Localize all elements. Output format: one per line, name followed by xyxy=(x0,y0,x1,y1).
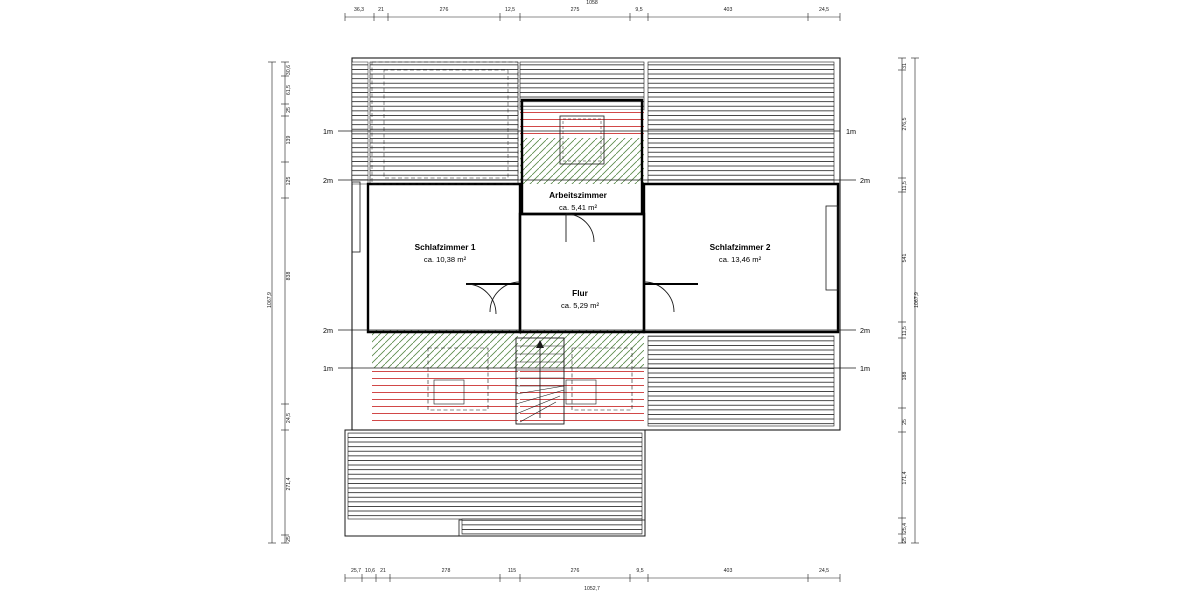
room-area-arbeitszimmer: ca. 5,41 m² xyxy=(559,203,597,212)
dim-top-7: 403 xyxy=(723,7,733,13)
dimension-chain-left xyxy=(267,62,292,543)
height-label-right-1m-bottom: 1m xyxy=(860,364,870,373)
room-name-schlafzimmer-1: Schlafzimmer 1 xyxy=(414,242,476,252)
dim-left-8: 271,4 xyxy=(286,477,292,491)
dim-top-8: 24,5 xyxy=(818,7,830,13)
dim-bottom-5: 115 xyxy=(507,568,517,574)
dim-right-6: 188 xyxy=(902,371,908,381)
dim-right-1: 31 xyxy=(902,63,908,69)
height-label-right-2m-top: 2m xyxy=(860,176,870,185)
height-label-left-1m-bottom: 1m xyxy=(323,364,333,373)
dim-right-3: 11,5 xyxy=(902,181,908,191)
dimension-chain-bottom xyxy=(345,568,840,592)
dim-right-4: 541 xyxy=(902,253,908,263)
dim-right-total: 1067,9 xyxy=(914,292,920,308)
height-label-left-2m-bottom: 2m xyxy=(323,326,333,335)
dim-left-1: 30,6 xyxy=(286,64,292,76)
dim-left-3: 25 xyxy=(286,107,292,113)
dim-left-2: 61,5 xyxy=(286,84,292,96)
dim-bottom-7: 9,5 xyxy=(636,568,644,574)
dim-bottom-8: 403 xyxy=(723,568,733,574)
dim-bottom-9: 24,5 xyxy=(818,568,830,574)
room-area-schlafzimmer-1: ca. 10,38 m² xyxy=(423,255,467,264)
dimension-chain-top xyxy=(345,0,840,21)
dim-top-6: 9,5 xyxy=(635,7,643,13)
height-label-right-2m-bottom: 2m xyxy=(860,326,870,335)
room-name-schlafzimmer-2: Schlafzimmer 2 xyxy=(709,242,771,252)
dim-bottom-2: 10,6 xyxy=(364,568,376,574)
dim-bottom-4: 278 xyxy=(441,568,451,574)
room-labels xyxy=(415,190,771,310)
height-label-right-1m-top: 1m xyxy=(846,127,856,136)
dim-top-3: 276 xyxy=(439,7,449,13)
height-label-left-1m-top: 1m xyxy=(323,127,333,136)
dim-left-5: 125 xyxy=(286,176,292,186)
door-swings xyxy=(466,214,698,314)
dim-left-9: 25 xyxy=(286,536,292,542)
dim-top-total: 1058 xyxy=(586,0,598,6)
dim-bottom-1: 25,7 xyxy=(350,568,362,574)
dim-right-8: 171,4 xyxy=(902,471,908,485)
dim-right-5: 11,5 xyxy=(902,326,908,336)
dim-bottom-6: 276 xyxy=(570,568,580,574)
room-area-flur: ca. 5,29 m² xyxy=(561,301,599,310)
dim-right-9: 25,4 xyxy=(902,522,908,534)
height-label-left-2m-top: 2m xyxy=(323,176,333,185)
dim-bottom-3: 21 xyxy=(380,568,386,574)
dim-right-7: 25 xyxy=(902,419,908,425)
dimension-chain-right xyxy=(898,58,920,543)
dim-left-6: 838 xyxy=(286,271,292,281)
room-name-flur: Flur xyxy=(572,288,588,298)
room-name-arbeitszimmer: Arbeitszimmer xyxy=(549,190,607,200)
dim-left-total: 1067,9 xyxy=(267,292,273,308)
dim-right-10: 25 xyxy=(902,537,908,543)
dim-top-5: 275 xyxy=(570,7,580,13)
dim-top-2: 21 xyxy=(378,7,384,13)
dim-bottom-total: 1052,7 xyxy=(584,586,600,592)
dim-left-7: 24,5 xyxy=(286,412,292,424)
room-area-schlafzimmer-2: ca. 13,46 m² xyxy=(718,255,762,264)
dim-top-1: 36,3 xyxy=(353,7,365,13)
dim-right-2: 276,5 xyxy=(902,117,908,131)
dim-top-4: 12,5 xyxy=(504,7,516,13)
dim-left-4: 139 xyxy=(286,135,292,145)
